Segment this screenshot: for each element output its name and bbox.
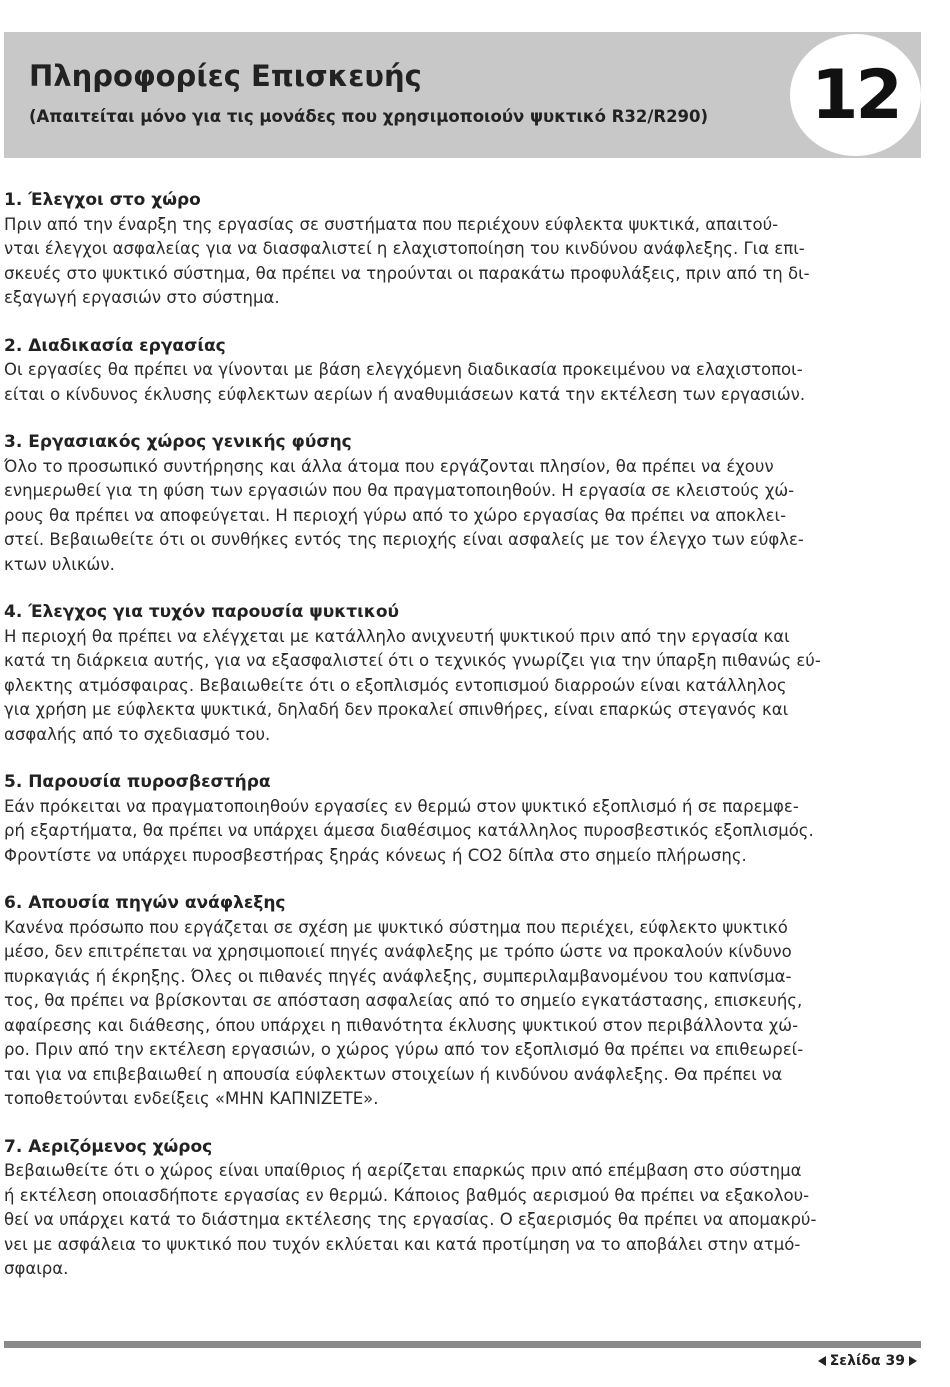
page-title: Πληροφορίες Επισκευής [29,59,422,93]
main-content [4,188,920,1305]
previous-page-icon[interactable] [818,1356,826,1366]
section-text: Όλο το προσωπικό συντήρησης και άλλα άτομα που εργάζονται πλησίον, θα πρέπει να έχουν ενημερωθεί για τη φύση των εργασιών που θα πραγματοποιηθούν. Η εργασία σε κλειστούς χώ- ρους θα πρέπει να αποφεύγεται. Η περιοχή γύρω από το χώρο εργασίας θα πρέπει να αποκλει- στεί. Βεβαιωθείτε ότι οι συνθήκες εντός της περιοχής είναι ασφαλείς με τον έλεγχο των εύφλε- κτων υλικών. [4,456,804,574]
page-header [4,32,921,158]
footer-divider [4,1341,921,1348]
section-heading: 5. Παρουσία πυροσβεστήρα [4,772,271,792]
section-heading: 1. Έλεγχοι στο χώρο [4,190,201,210]
section-no-ignition-sources [4,891,920,1112]
page-number-label: Σελίδα 39 [829,1353,905,1369]
section-refrigerant-check [4,600,920,747]
next-page-icon[interactable] [909,1356,917,1366]
page-subtitle: (Απαιτείται μόνο για τις μονάδες που χρησιμοποιούν ψυκτικό R32/R290) [29,107,709,126]
page-navigation [818,1352,917,1370]
section-text: Βεβαιωθείτε ότι ο χώρος είναι υπαίθριος ή αερίζεται επαρκώς πριν από επέμβαση στο σύστημα ή εκτέλεση οποιασδήποτε εργασίας εν θερμώ. Κάποιος βαθμός αερισμού θα πρέπει να εξακολου- θεί να υπάρχει κατά το διάστημα εκτέλεσης της εργασίας. Ο εξαερισμός θα πρέπει να απομακρύ- νει με ασφάλεια το ψυκτικό που τυχόν εκλύεται και κατά προτίμηση να το αποβάλει στην ατμό- σφαιρα. [4,1161,817,1278]
section-text: Πριν από την έναρξη της εργασίας σε συστήματα που περιέχουν εύφλεκτα ψυκτικά, απαιτού- νται έλεγχοι ασφαλείας για να διασφαλιστεί η ελαχιστοποίηση του κινδύνου ανάφλεξης. Για επι- σκευές στο ψυκτικό σύστημα, θα πρέπει να τηρούνται οι παρακάτω προφυλάξεις, πριν από τη δι- εξαγωγή εργασιών στο σύστημα. [4,214,810,307]
section-heading: 7. Αεριζόμενος χώρος [4,1136,213,1157]
section-text: Οι εργασίες θα πρέπει να γίνονται με βάση ελεγχόμενη διαδικασία προκειμένου να ελαχιστοποι- είται ο κίνδυνος έκλυσης εύφλεκτων αερίων ή αναθυμιάσεων κατά την εκτέλεση των εργασιών. [4,360,806,404]
section-heading: 4. Έλεγχος για τυχόν παρουσία ψυκτικού [4,602,399,622]
section-text: Η περιοχή θα πρέπει να ελέγχεται με κατάλληλο ανιχνευτή ψυκτικού πριν από την εργασία και κατά τη διάρκεια αυτής, για να εξασφαλιστεί ότι ο τεχνικός γνωρίζει για την ύπαρξη πιθανώς εύ- φλεκτης ατμόσφαιρας. Βεβαιωθείτε ότι ο εξοπλισμός εντοπισμού διαρροών είναι κατάλληλος για χρήση με εύφλεκτα ψυκτικά, δηλαδή δεν προκαλεί σπινθήρες, είναι επαρκώς στεγανός και ασφαλής από το σχεδιασμό του. [4,626,821,744]
section-heading: 6. Απουσία πηγών ανάφλεξης [4,893,286,913]
section-space-checks [4,188,920,311]
chapter-number-badge: 12 [790,34,921,156]
section-general-work-area [4,430,920,577]
section-fire-extinguisher [4,770,920,868]
section-heading: 2. Διαδικασία εργασίας [4,335,226,356]
section-work-procedure [4,334,920,408]
section-heading: 3. Εργασιακός χώρος γενικής φύσης [4,432,352,452]
section-ventilated-area [4,1135,920,1282]
section-text: Εάν πρόκειται να πραγματοποιηθούν εργασίες εν θερμώ στον ψυκτικό εξοπλισμό ή σε παρεμφε- ρή εξαρτήματα, θα πρέπει να υπάρχει άμεσα διαθέσιμος κατάλληλος πυροσβεστικός εξοπλισμός. Φροντίστε να υπάρχει πυροσβεστήρας ξηράς κόνεως ή CO2 δίπλα στο σημείο πλήρωσης. [4,796,814,865]
section-text: Κανένα πρόσωπο που εργάζεται σε σχέση με ψυκτικό σύστημα που περιέχει, εύφλεκτο ψυκτικό μέσο, δεν επιτρέπεται να χρησιμοποιεί πηγές ανάφλεξης με τρόπο ώστε να προκαλούν κίνδυνο πυρκαγιάς ή έκρηξης. Όλες οι πιθανές πηγές ανάφλεξης, συμπεριλαμβανομένου του καπνίσμα- τος, θα πρέπει να βρίσκονται σε απόσταση ασφαλείας από το σημείο εγκατάστασης, επισκευής, αφαίρεσης και διάθεσης, όπου υπάρχει η πιθανότητα έκλυσης ψυκτικού στον περιβάλλοντα χώ- ρο. Πριν από την εκτέλεση εργασιών, ο χώρος γύρω από τον εξοπλισμό θα πρέπει να επιθεωρεί- ται για να επιβεβαιωθεί η απουσία εύφλεκτων στοιχείων ή κινδύνου ανάφλεξης. Θα πρέπει να τοποθετούνται ενδείξεις «ΜΗΝ ΚΑΠΝΙΖΕΤΕ». [4,917,804,1108]
